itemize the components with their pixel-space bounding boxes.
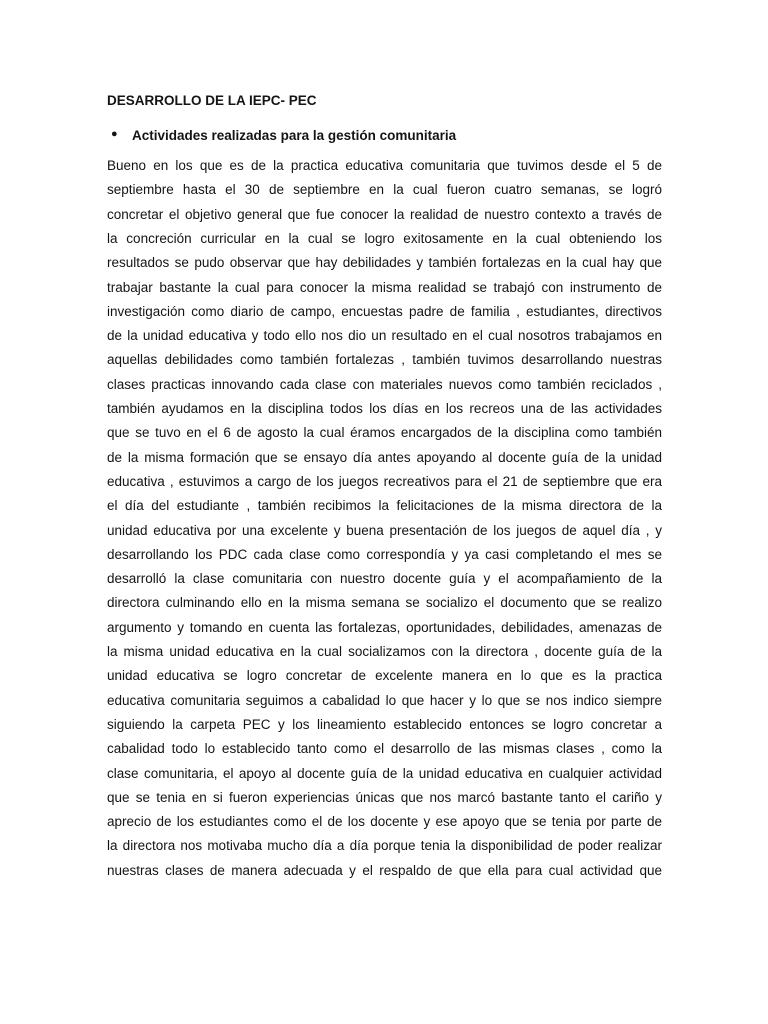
paragraph-line: de la unidad educativa y todo ello nos dio un resultado en el cual nosotros trabajamos en <box>107 328 662 344</box>
paragraph-line: que se tenia en si fueron experiencias únicas que nos marcó bastante tanto el cariño y <box>107 789 662 805</box>
paragraph-line: siguiendo la carpeta PEC y los lineamiento establecido entonces se logro concretar a <box>107 716 662 732</box>
paragraph-line: unidad educativa se logro concretar de excelente manera en lo que es la practica <box>107 668 662 684</box>
paragraph-line: desarrollando los PDC cada clase como correspondía y ya casi completando el mes se <box>107 546 662 562</box>
document-title: DESARROLLO DE LA IEPC- PEC <box>107 93 317 108</box>
bullet-text: Actividades realizadas para la gestión comunitaria <box>132 128 457 143</box>
paragraph-line: el día del estudiante , también recibimos la felicitaciones de la misma directora de la <box>107 498 662 514</box>
paragraph-line: también ayudamos en la disciplina todos los días en los recreos una de las actividades <box>107 401 662 416</box>
paragraph-line: nuestras clases de manera adecuada y el respaldo de que ella para cual actividad que <box>107 862 662 878</box>
paragraph-line: la concreción curricular en la cual se logro exitosamente en la cual obteniendo los <box>107 230 662 246</box>
paragraph-line: Bueno en los que es de la practica educativa comunitaria que tuvimos desde el 5 de <box>107 158 662 173</box>
paragraph-line: que se tuvo en el 6 de agosto la cual éramos encargados de la disciplina como también <box>107 425 662 441</box>
paragraph-line: clase comunitaria, el apoyo al docente guía de la unidad educativa en cualquier actividad <box>107 765 662 781</box>
paragraph-line: la misma unidad educativa en la cual socializamos con la directora , docente guía de la <box>107 644 662 659</box>
paragraph-line: concretar el objetivo general que fue conocer la realidad de nuestro contexto a través de <box>107 206 662 222</box>
paragraph-line: la directora nos motivaba mucho día a día porque tenia la disponibilidad de poder realizar <box>107 838 662 854</box>
paragraph-line: educativa , estuvimos a cargo de los juegos recreativos para el 21 de septiembre que era <box>107 473 662 489</box>
paragraph-line: aprecio de los estudiantes como el de los docente y ese apoyo que se tenia por parte de <box>107 814 662 830</box>
paragraph-line: educativa comunitaria seguimos a cabalidad lo que hacer y lo que se nos indico siempre <box>107 692 662 708</box>
paragraph-line: trabajar bastante la cual para conocer la misma realidad se trabajó con instrumento de <box>107 279 662 295</box>
paragraph-line: cabalidad todo lo establecido tanto como el desarrollo de las mismas clases , como la <box>107 741 662 757</box>
bullet-icon: ● <box>111 128 118 140</box>
paragraph-line: clases practicas innovando cada clase con materiales nuevos como también reciclados , <box>107 376 662 392</box>
paragraph-line: investigación como diario de campo, encuestas padre de familia , estudiantes, directivos <box>107 303 662 319</box>
paragraph-line: directora culminando ello en la misma semana se socializo el documento que se realizo <box>107 595 662 611</box>
paragraph-line: aquellas debilidades como también fortalezas , también tuvimos desarrollando nuestras <box>107 352 662 368</box>
paragraph-line: argumento y tomando en cuenta las fortalezas, oportunidades, debilidades, amenazas de <box>107 619 662 635</box>
paragraph-line: desarrolló la clase comunitaria con nuestro docente guía y el acompañamiento de la <box>107 571 662 587</box>
paragraph-line: unidad educativa por una excelente y buena presentación de los juegos de aquel día , y <box>107 522 662 538</box>
bullet-item <box>107 128 667 146</box>
paragraph-line: septiembre hasta el 30 de septiembre en la cual fueron cuatro semanas, se logró <box>107 182 662 198</box>
paragraph-line: resultados se pudo observar que hay debilidades y también fortalezas en la cual hay que <box>107 255 662 271</box>
paragraph-line: de la misma formación que se ensayo día antes apoyando al docente guía de la unidad <box>107 449 662 465</box>
